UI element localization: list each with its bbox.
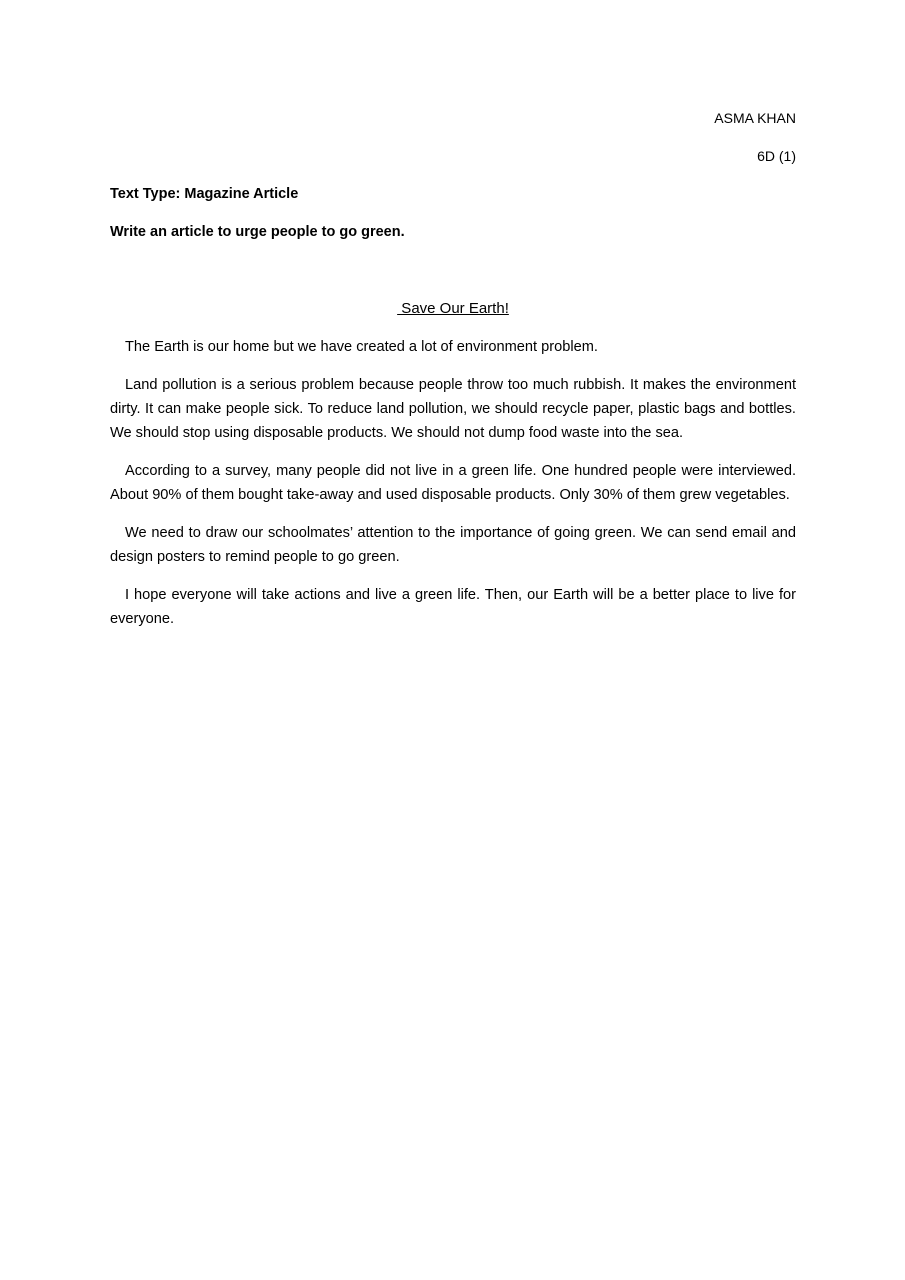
article-paragraph-3: According to a survey, many people did not live in a green life. One hundred people were interviewed. About 90% of them bought take-away and used disposable products. Only 30% of them grew vegetables. xyxy=(110,463,796,503)
class-label: 6D (1) xyxy=(757,148,796,164)
article-title-text: Save Our Earth! xyxy=(397,300,509,317)
document-content xyxy=(110,106,796,645)
article-title xyxy=(110,297,796,321)
article-paragraph-1: The Earth is our home but we have created a lot of environment problem. xyxy=(125,339,598,355)
text-type-heading: Text Type: Magazine Article xyxy=(110,186,299,202)
article-paragraph-5: I hope everyone will take actions and live a green life. Then, our Earth will be a better place to live for everyone. xyxy=(110,587,796,627)
writing-prompt: Write an article to urge people to go green. xyxy=(110,224,405,240)
article-paragraph-4: We need to draw our schoolmates’ attention to the importance of going green. We can send email and design posters to remind people to go green. xyxy=(110,525,796,565)
author-name: ASMA KHAN xyxy=(714,110,796,126)
article-paragraph-2: Land pollution is a serious problem because people throw too much rubbish. It makes the environment dirty. It can make people sick. To reduce land pollution, we should recycle paper, plastic bags and bottles. We should stop using disposable products. We should not dump food waste into the sea. xyxy=(110,377,796,441)
